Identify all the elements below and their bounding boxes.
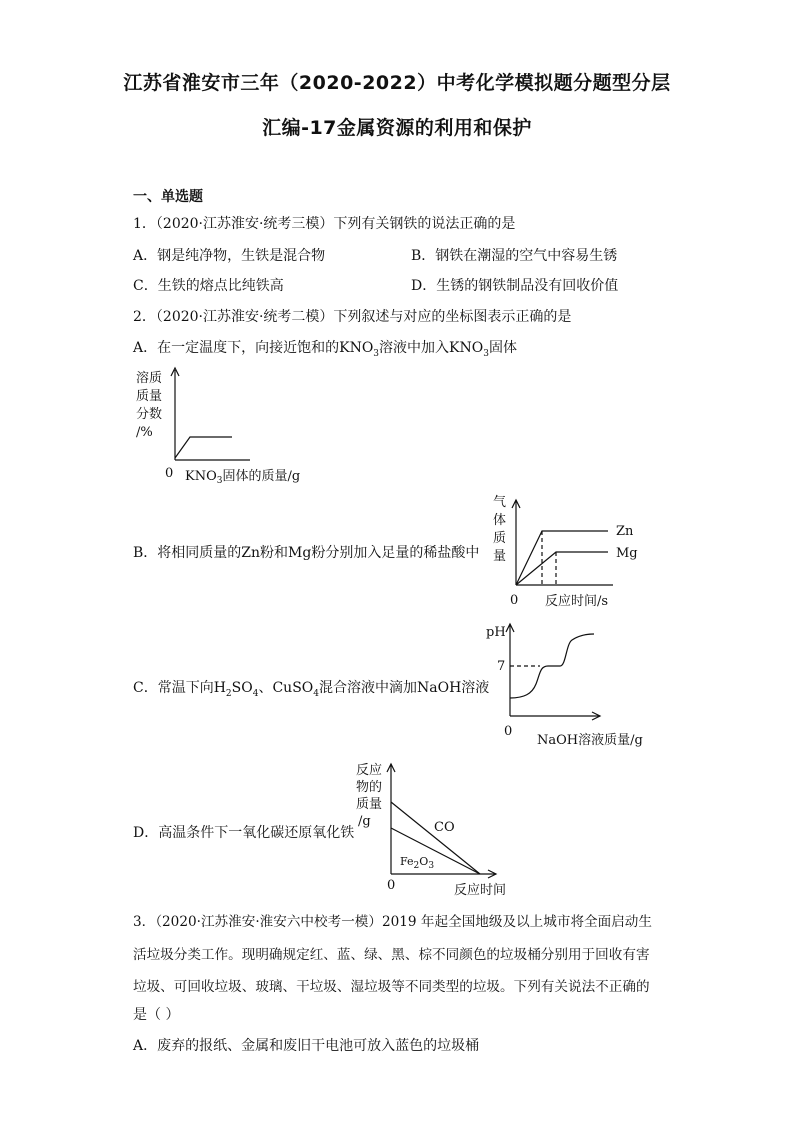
graph-b-xlabel: 反应时间/s bbox=[545, 594, 609, 609]
graph-c-tick-7: 7 bbox=[497, 659, 506, 674]
svg-text:体: 体 bbox=[493, 513, 507, 528]
q1-option-d: D．生锈的钢铁制品没有回收价值 bbox=[411, 278, 619, 294]
q1-option-b: B．钢铁在潮湿的空气中容易生锈 bbox=[411, 248, 618, 264]
graph-b-mg-label: Mg bbox=[616, 546, 638, 561]
q1-stem: 1．（2020·江苏淮安·统考三模）下列有关钢铁的说法正确的是 bbox=[133, 216, 516, 232]
graph-b-zn-label: Zn bbox=[616, 524, 634, 539]
q3-line3: 垃圾、可回收垃圾、玻璃、干垃圾、湿垃圾等不同类型的垃圾。下列有关说法不正确的 bbox=[133, 979, 650, 995]
svg-text:/g: /g bbox=[358, 814, 371, 829]
q2-option-b: B．将相同质量的Zn粉和Mg粉分别加入足量的稀盐酸中 bbox=[133, 545, 480, 561]
graph-d-origin: 0 bbox=[387, 878, 396, 893]
graph-d bbox=[350, 758, 530, 900]
q3-line4: 是（ ） bbox=[133, 1007, 180, 1023]
document-title-line2: 汇编-17金属资源的利用和保护 bbox=[262, 117, 532, 139]
svg-text:反应: 反应 bbox=[356, 763, 383, 778]
document-title-line1: 江苏省淮安市三年（2020-2022）中考化学模拟题分题型分层 bbox=[123, 72, 671, 94]
graph-b-origin: 0 bbox=[510, 593, 519, 608]
svg-text:溶质: 溶质 bbox=[136, 371, 163, 386]
q3-line2: 活垃圾分类工作。现明确规定红、蓝、绿、黑、棕不同颜色的垃圾桶分别用于回收有害 bbox=[133, 947, 650, 963]
svg-text:质量: 质量 bbox=[136, 389, 163, 404]
svg-text:质量: 质量 bbox=[356, 797, 383, 812]
svg-text:气: 气 bbox=[493, 495, 507, 510]
q3-option-a: A．废弃的报纸、金属和废旧干电池可放入蓝色的垃圾桶 bbox=[133, 1038, 480, 1054]
graph-c-xlabel: NaOH溶液质量/g bbox=[537, 733, 643, 748]
graph-a-origin: 0 bbox=[165, 466, 174, 481]
svg-text:分数: 分数 bbox=[136, 407, 163, 422]
q1-option-c: C．生铁的熔点比纯铁高 bbox=[133, 278, 284, 294]
graph-a-xlabel: $KNO_3$固体的质量/g bbox=[185, 469, 301, 486]
graph-b bbox=[488, 490, 648, 615]
q2-option-c: C．常温下向$H_2SO_4$、CuSO$_4$混合溶液中滴加NaOH溶液 bbox=[133, 680, 490, 699]
svg-text:物的: 物的 bbox=[356, 780, 383, 795]
graph-d-fe2o3-label: $Fe_2O_3$ bbox=[400, 855, 435, 871]
section-heading: 一、单选题 bbox=[133, 189, 203, 205]
q2-option-d: D．高温条件下一氧化碳还原氧化铁 bbox=[133, 825, 355, 841]
q2-option-a: A．在一定温度下，向接近饱和的$KNO_3$溶液中加入$KNO_3$固体 bbox=[133, 340, 517, 359]
graph-a-ylabel bbox=[136, 370, 162, 440]
graph-a bbox=[125, 360, 325, 490]
svg-text:量: 量 bbox=[493, 549, 507, 564]
q1-option-a: A．钢是纯净物，生铁是混合物 bbox=[133, 248, 326, 264]
graph-a-curve bbox=[175, 437, 232, 458]
graph-d-co-label: CO bbox=[434, 820, 455, 835]
svg-text:/%: /% bbox=[136, 425, 153, 440]
graph-b-ylabel bbox=[493, 495, 506, 564]
graph-c-ylabel: pH bbox=[486, 625, 506, 640]
q3-line1: 3．（2020·江苏淮安·淮安六中校考一模）2019 年起全国地级及以上城市将全面启动生 bbox=[133, 914, 652, 930]
graph-c-ph-curve bbox=[510, 634, 594, 698]
graph-d-xlabel: 反应时间 bbox=[454, 883, 507, 898]
svg-text:质: 质 bbox=[493, 531, 507, 546]
graph-c bbox=[480, 618, 660, 750]
graph-d-ylabel bbox=[356, 762, 382, 829]
graph-b-zn-line bbox=[516, 531, 608, 585]
graph-c-origin: 0 bbox=[504, 724, 513, 739]
q2-stem: 2．（2020·江苏淮安·统考二模）下列叙述与对应的坐标图表示正确的是 bbox=[133, 309, 572, 325]
